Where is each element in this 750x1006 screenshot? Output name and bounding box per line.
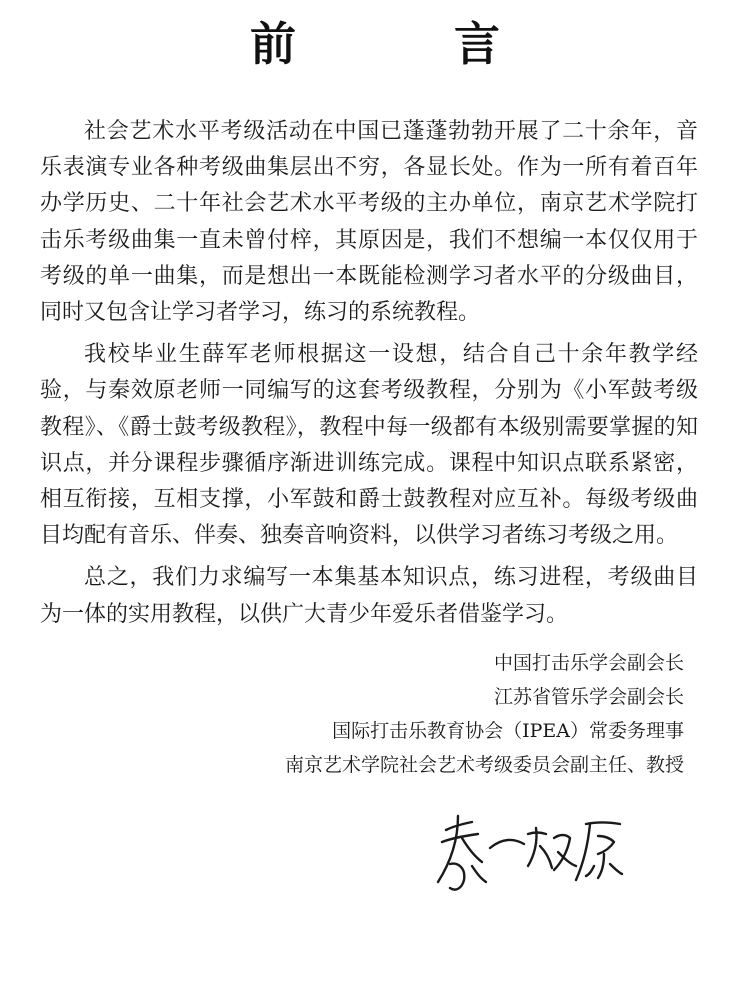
page-title: 前 言 xyxy=(250,17,556,71)
paragraph-1: 社会艺术水平考级活动在中国已蓬蓬勃勃开展了二十余年，音乐表演专业各种考级曲集层出不穷，各显长处。作为一所有着百年办学历史、二十年社会艺术水平考级的主办单位，南京艺术学院打击乐考级曲集一直未曾付梓，其原因是，我们不想编一本仅仅用于考级的单一曲集，而是想出一本既能检测学习者水平的分级曲目，同时又包含让学习者学习，练习的系统教程。 xyxy=(40,119,698,326)
preface-body xyxy=(40,114,698,639)
author-title-line: 南京艺术学院社会艺术考级委员会副主任、教授 xyxy=(284,754,684,776)
paragraph-2: 我校毕业生薛军老师根据这一设想，结合自己十余年教学经验，与秦效原老师一同编写的这套考级教程，分别为《小军鼓考级教程》、《爵士鼓考级教程》，教程中每一级都有本级别需要掌握的知识点，并分课程步骤循序渐进训练完成。课程中知识点联系紧密，相互衔接，互相支撑，小军鼓和爵士鼓教程对应互补。每级考级曲目均配有音乐、伴奏、独奏音响资料，以供学习者练习考级之用。 xyxy=(40,342,698,549)
paragraph-3: 总之，我们力求编写一本集基本知识点，练习进程，考级曲目为一体的实用教程，以供广大青少年爱乐者借鉴学习。 xyxy=(40,565,698,627)
author-titles xyxy=(180,646,684,782)
author-title-line: 中国打击乐学会副会长 xyxy=(493,652,684,674)
author-title-line: 江苏省管乐学会副会长 xyxy=(493,686,684,708)
author-title-line: 国际打击乐教育协会（IPEA）常委务理事 xyxy=(332,720,684,742)
handwritten-signature xyxy=(428,808,628,898)
